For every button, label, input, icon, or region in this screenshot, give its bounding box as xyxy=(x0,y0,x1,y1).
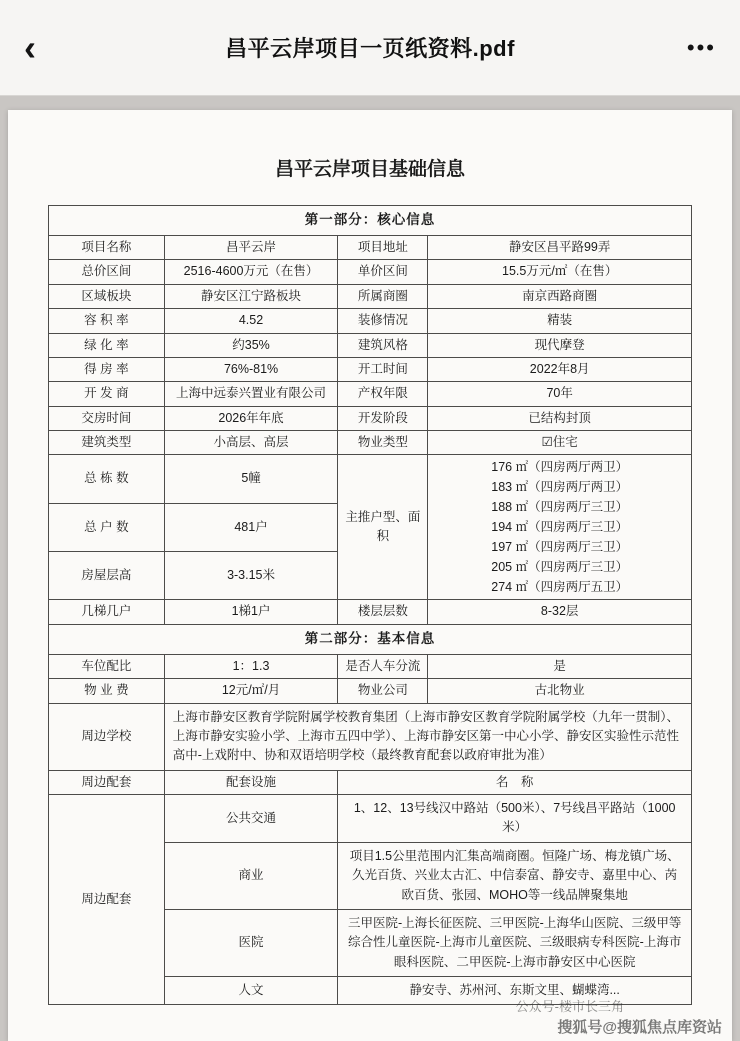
label-cell: 建筑风格 xyxy=(338,333,428,357)
label-cell: 周边学校 xyxy=(49,703,165,770)
category-cell: 公共交通 xyxy=(164,795,338,843)
table-row xyxy=(49,679,692,703)
label-cell: 单价区间 xyxy=(338,260,428,284)
label-cell: 开 发 商 xyxy=(49,382,165,406)
table-row xyxy=(49,333,692,357)
value-cell: 约35% xyxy=(164,333,338,357)
table-row xyxy=(49,455,692,503)
value-cell: 南京西路商圈 xyxy=(428,284,692,308)
section-header-row xyxy=(49,206,692,236)
facility-row xyxy=(49,795,692,843)
label-cell: 绿 化 率 xyxy=(49,333,165,357)
facility-value-cell: 项目1.5公里范围内汇集高端商圈。恒隆广场、梅龙镇广场、久光百货、兴业太古汇、中信泰富、静安寺、嘉里中心、芮欧百货、张园、MOHO等一线品牌聚集地 xyxy=(338,842,692,909)
label-cell: 建筑类型 xyxy=(49,431,165,455)
label-cell: 所属商圈 xyxy=(338,284,428,308)
unit-item: 205 ㎡（四房两厅三卫） xyxy=(491,560,629,575)
facility-value-cell: 静安寺、苏州河、东斯文里、蝴蝶湾... xyxy=(338,977,692,1005)
units-list-cell xyxy=(428,455,692,600)
label-cell: 容 积 率 xyxy=(49,309,165,333)
facilities-header-row xyxy=(49,770,692,794)
label-cell: 几梯几户 xyxy=(49,600,165,624)
schools-value-cell: 上海市静安区教育学院附属学校教育集团（上海市静安区教育学院附属学校（九年一贯制）、上海市静安实验小学、上海市五四中学）、上海市静安区第一中心小学、静安区实验性示范性高中-上戏附中、协和双语培明学校（最终教育配套以政府审批为准） xyxy=(164,703,691,770)
app-header xyxy=(0,0,740,96)
section-header-row xyxy=(49,624,692,654)
category-cell: 商业 xyxy=(164,842,338,909)
value-cell: 上海中远泰兴置业有限公司 xyxy=(164,382,338,406)
label-cell: 物业类型 xyxy=(338,431,428,455)
value-cell: 1梯1户 xyxy=(164,600,338,624)
label-cell: 物业公司 xyxy=(338,679,428,703)
label-cell: 总 栋 数 xyxy=(49,455,165,503)
value-cell: 静安区昌平路99弄 xyxy=(428,236,692,260)
unit-item: 274 ㎡（四房两厅五卫） xyxy=(491,580,629,595)
unit-item: 194 ㎡（四房两厅三卫） xyxy=(491,520,629,535)
value-cell: 76%-81% xyxy=(164,357,338,381)
label-cell: 项目名称 xyxy=(49,236,165,260)
label-cell: 周边配套 xyxy=(49,770,165,794)
table-row xyxy=(49,382,692,406)
section1-header: 第一部分：核心信息 xyxy=(49,206,692,236)
value-cell: 现代摩登 xyxy=(428,333,692,357)
table-row xyxy=(49,600,692,624)
schools-row xyxy=(49,703,692,770)
value-cell: 481户 xyxy=(164,503,338,551)
label-cell: 周边配套 xyxy=(49,795,165,1005)
section2-header: 第二部分：基本信息 xyxy=(49,624,692,654)
watermark-wechat: 公众号-楼市长三角 xyxy=(515,999,624,1014)
value-cell: 5幢 xyxy=(164,455,338,503)
pdf-page xyxy=(8,110,732,1041)
value-cell: 15.5万元/㎡（在售） xyxy=(428,260,692,284)
unit-item: 188 ㎡（四房两厅三卫） xyxy=(491,500,629,515)
label-cell: 总价区间 xyxy=(49,260,165,284)
value-cell: 是 xyxy=(428,654,692,678)
back-button[interactable]: ‹ xyxy=(24,26,36,68)
unit-item: 183 ㎡（四房两厅两卫） xyxy=(491,480,629,495)
label-cell: 楼层层数 xyxy=(338,600,428,624)
label-cell: 区域板块 xyxy=(49,284,165,308)
label-cell: 开工时间 xyxy=(338,357,428,381)
value-cell: 精装 xyxy=(428,309,692,333)
document-title: 昌平云岸项目基础信息 xyxy=(274,159,465,180)
label-cell: 项目地址 xyxy=(338,236,428,260)
value-cell: 已结构封顶 xyxy=(428,406,692,430)
table-row xyxy=(49,284,692,308)
value-cell: 3-3.15米 xyxy=(164,552,338,600)
table-row xyxy=(49,431,692,455)
label-cell: 得 房 率 xyxy=(49,357,165,381)
units-label-cell: 主推户型、面积 xyxy=(338,455,428,600)
value-cell: 昌平云岸 xyxy=(164,236,338,260)
value-cell: 4.52 xyxy=(164,309,338,333)
value-cell: 2022年8月 xyxy=(428,357,692,381)
label-cell: 总 户 数 xyxy=(49,503,165,551)
value-cell: 70年 xyxy=(428,382,692,406)
value-cell: 12元/㎡/月 xyxy=(164,679,338,703)
facility-value-cell: 1、12、13号线汉中路站（500米）、7号线昌平路站（1000米） xyxy=(338,795,692,843)
table-row xyxy=(49,309,692,333)
table-row xyxy=(49,236,692,260)
value-cell: ☑住宅 xyxy=(428,431,692,455)
table-row xyxy=(49,406,692,430)
label-cell: 房屋层高 xyxy=(49,552,165,600)
table-row xyxy=(49,654,692,678)
category-cell: 医院 xyxy=(164,909,338,976)
value-cell: 2026年年底 xyxy=(164,406,338,430)
table-row xyxy=(49,260,692,284)
label-cell: 产权年限 xyxy=(338,382,428,406)
value-cell: 1：1.3 xyxy=(164,654,338,678)
category-cell: 人文 xyxy=(164,977,338,1005)
value-cell: 古北物业 xyxy=(428,679,692,703)
page-title: 昌平云岸项目一页纸资料.pdf xyxy=(225,36,515,61)
value-cell: 2516-4600万元（在售） xyxy=(164,260,338,284)
subheader-cell: 配套设施 xyxy=(164,770,338,794)
label-cell: 是否人车分流 xyxy=(338,654,428,678)
value-cell: 静安区江宁路板块 xyxy=(164,284,338,308)
unit-item: 197 ㎡（四房两厅三卫） xyxy=(491,540,629,555)
more-menu-button[interactable]: ••• xyxy=(686,34,716,60)
subheader-cell: 名 称 xyxy=(338,770,692,794)
label-cell: 装修情况 xyxy=(338,309,428,333)
watermark-sohu: 搜狐号@搜狐焦点库资站 xyxy=(557,1019,722,1036)
label-cell: 交房时间 xyxy=(49,406,165,430)
label-cell: 物 业 费 xyxy=(49,679,165,703)
value-cell: 8-32层 xyxy=(428,600,692,624)
unit-item: 176 ㎡（四房两厅两卫） xyxy=(491,460,629,475)
facility-value-cell: 三甲医院-上海长征医院、三甲医院-上海华山医院、三级甲等综合性儿童医院-上海市儿童医院、三级眼病专科医院-上海市眼科医院、二甲医院-上海市静安区中心医院 xyxy=(338,909,692,976)
label-cell: 车位配比 xyxy=(49,654,165,678)
label-cell: 开发阶段 xyxy=(338,406,428,430)
info-table xyxy=(48,205,692,1005)
table-row xyxy=(49,357,692,381)
value-cell: 小高层、高层 xyxy=(164,431,338,455)
